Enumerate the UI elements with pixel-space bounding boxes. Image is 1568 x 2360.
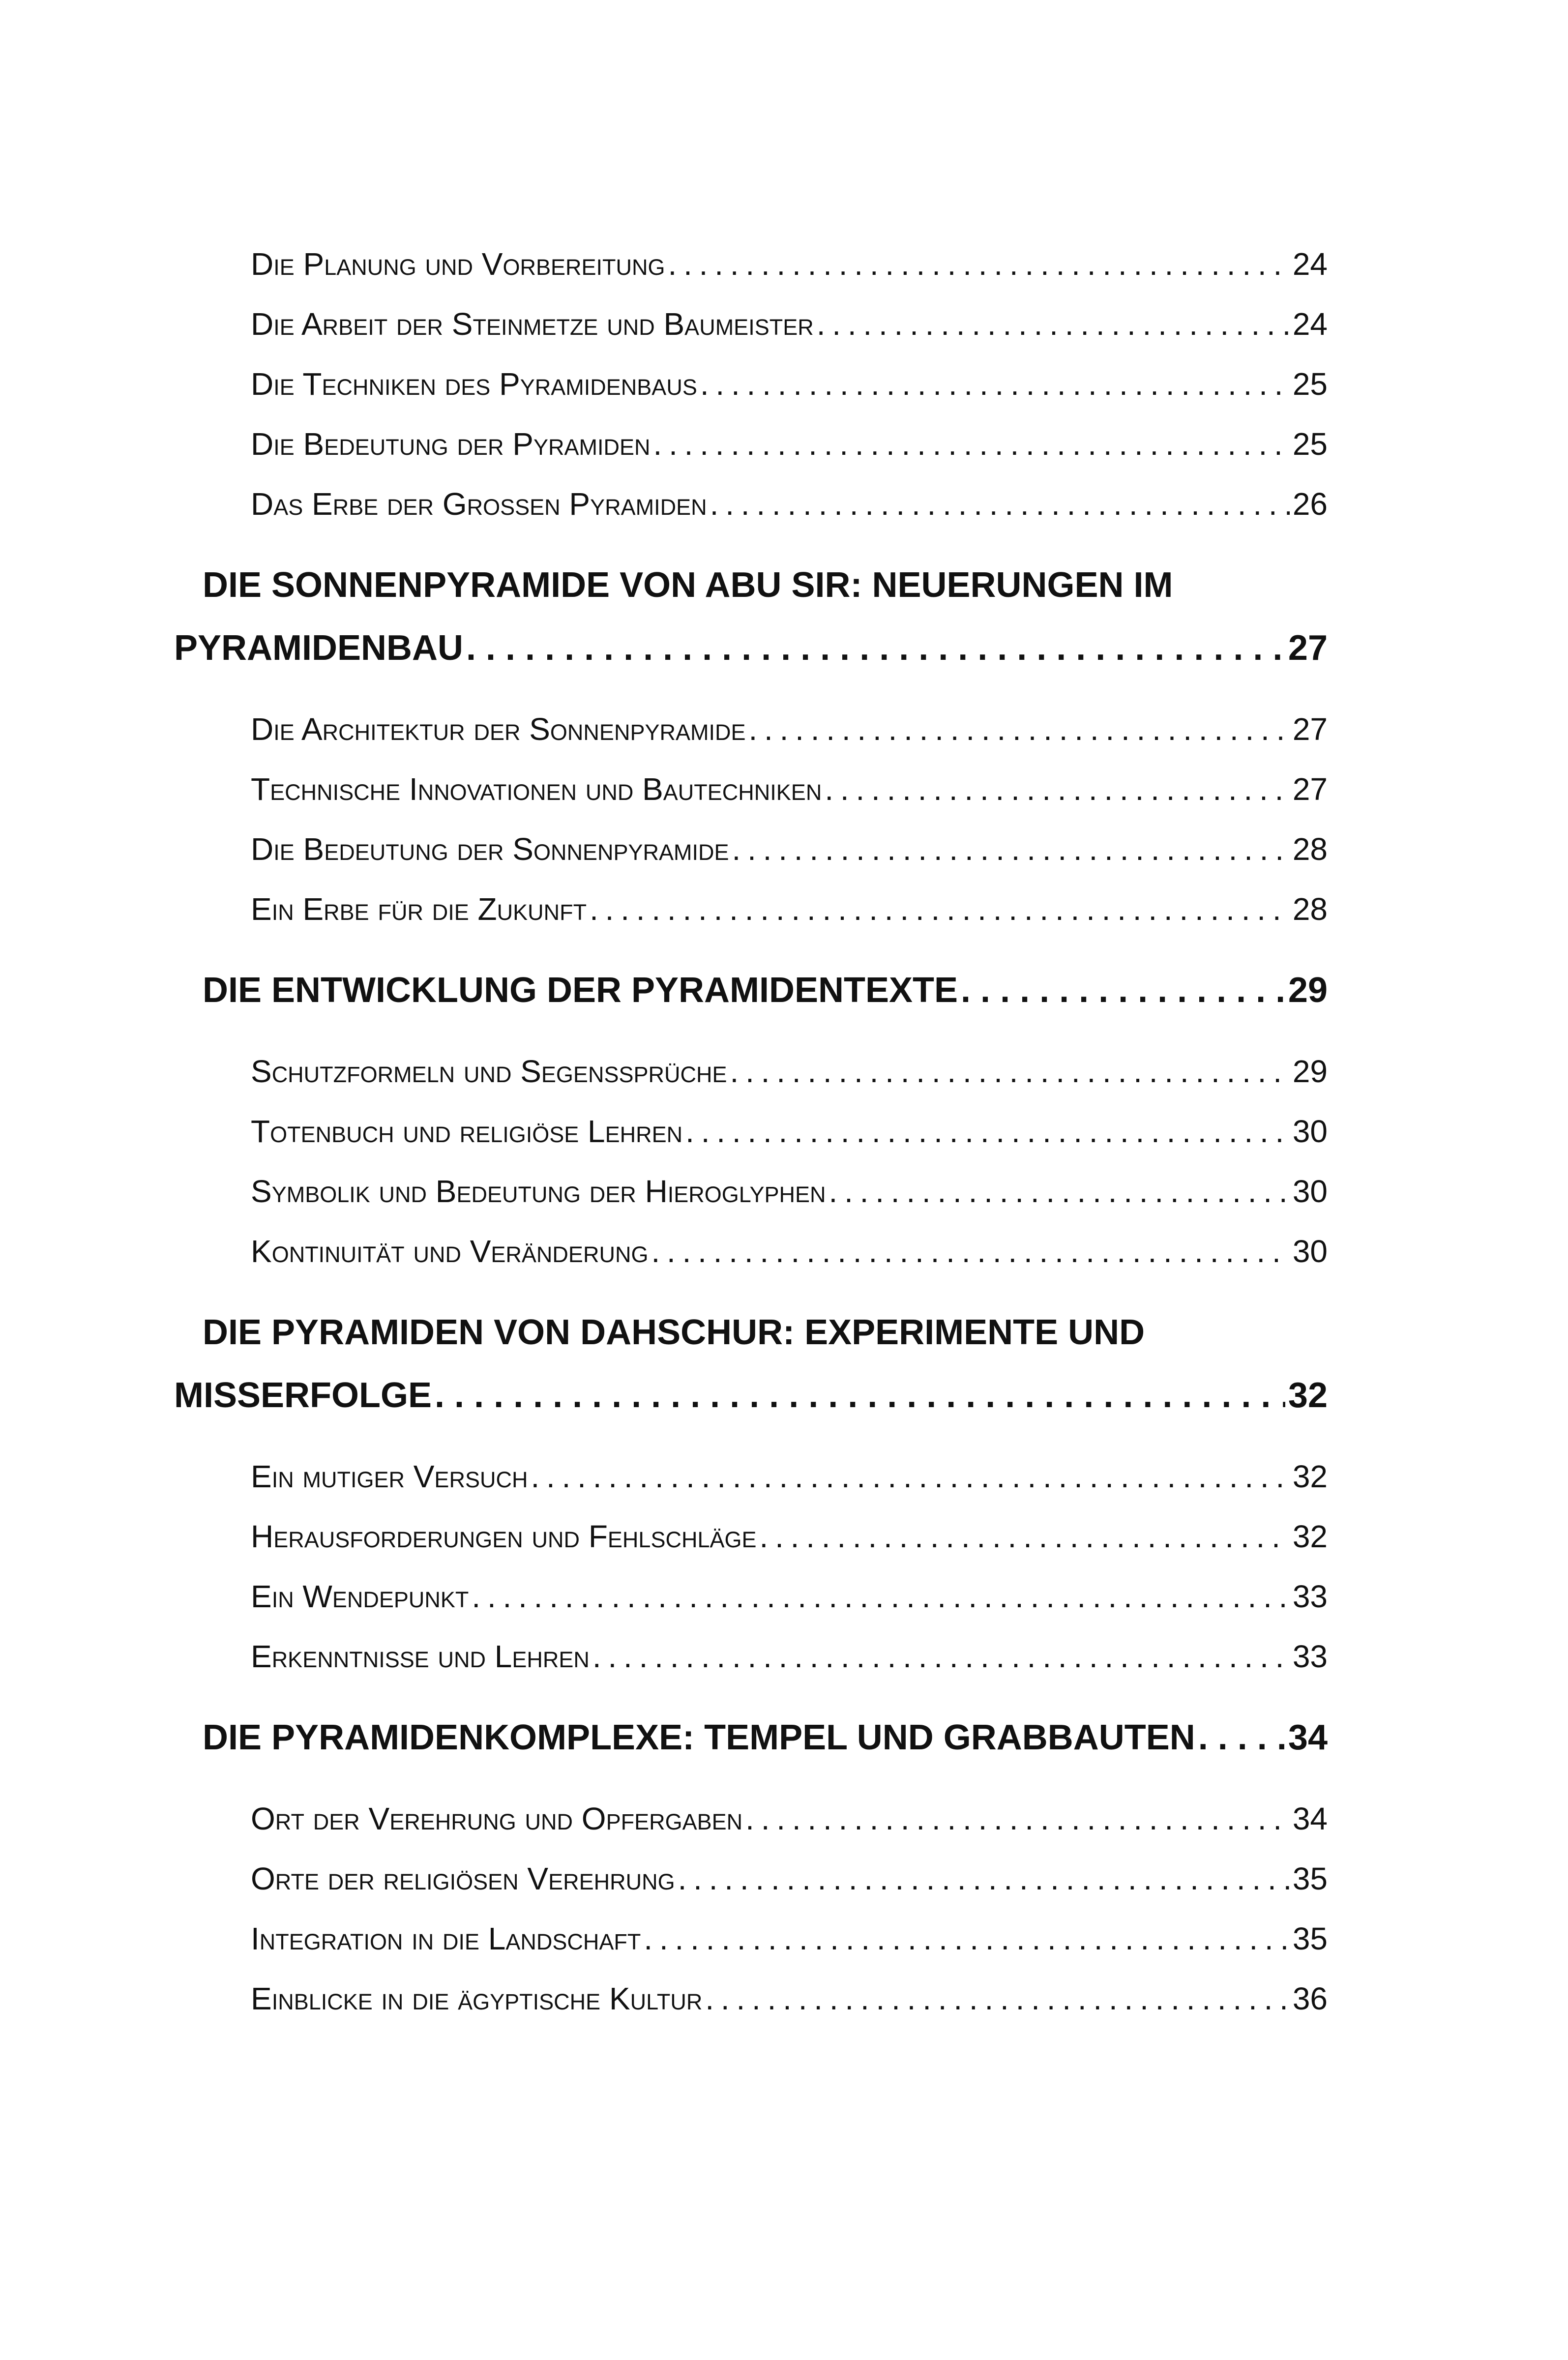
dot-leader: [748, 699, 1289, 759]
toc-chapter[interactable]: [174, 554, 1328, 679]
toc-entry-page: 27: [1292, 711, 1328, 747]
dot-leader: [644, 1909, 1289, 1969]
toc-entry-title: Die Architektur der Sonnenpyramide: [251, 711, 746, 747]
dot-leader: [678, 1849, 1290, 1909]
toc-chapter-title-line2: MISSERFOLGE: [174, 1376, 432, 1415]
toc-entry-page: 30: [1292, 1114, 1328, 1149]
dot-leader: [592, 1626, 1290, 1686]
toc-entry[interactable]: [174, 1969, 1328, 2029]
toc-entry-title: Die Bedeutung der Pyramiden: [251, 426, 651, 462]
toc-entry-page: 28: [1292, 831, 1328, 867]
dot-leader: [817, 294, 1290, 354]
toc-entry[interactable]: [174, 1626, 1328, 1686]
toc-chapter-page: 27: [1288, 628, 1328, 668]
toc-entry-title: Ein Wendepunkt: [251, 1579, 469, 1614]
toc-entry[interactable]: [174, 414, 1328, 474]
toc-entry[interactable]: [174, 234, 1328, 294]
toc-chapter-title: DIE ENTWICKLUNG DER PYRAMIDENTEXTE: [203, 971, 958, 1010]
toc-entry[interactable]: [174, 1849, 1328, 1909]
toc-entry-page: 25: [1292, 426, 1328, 462]
toc-entry[interactable]: [174, 1101, 1328, 1161]
toc-chapter-title-line1: DIE SONNENPYRAMIDE VON ABU SIR: NEUERUNGEN IM: [203, 565, 1173, 605]
toc-chapter-page: 34: [1288, 1718, 1328, 1757]
toc-entry-title: Die Techniken des Pyramidenbaus: [251, 366, 697, 402]
toc-chapter[interactable]: [174, 1706, 1328, 1769]
toc-entry-page: 30: [1292, 1174, 1328, 1209]
toc-entry[interactable]: [174, 879, 1328, 939]
toc-entry-page: 34: [1292, 1801, 1328, 1836]
toc-entry[interactable]: [174, 759, 1328, 819]
toc-chapter[interactable]: [174, 959, 1328, 1022]
toc-entry-title: Ein Erbe für die Zukunft: [251, 891, 587, 927]
toc-entry-title: Orte der religiösen Verehrung: [251, 1861, 675, 1896]
toc-entry-page: 35: [1292, 1921, 1328, 1956]
toc-entry-page: 35: [1292, 1861, 1328, 1896]
toc-entry-page: 33: [1292, 1639, 1328, 1674]
toc-entry[interactable]: [174, 1446, 1328, 1506]
toc-entry-title: Integration in die Landschaft: [251, 1921, 641, 1956]
toc-entry-title: Technische Innovationen und Bautechniken: [251, 771, 822, 807]
toc-chapter-line: [174, 959, 1328, 1022]
toc-entry-title: Schutzformeln und Segenssprüche: [251, 1054, 727, 1089]
toc-entry-page: 24: [1292, 246, 1328, 282]
toc-entry[interactable]: [174, 819, 1328, 879]
toc-entry[interactable]: [174, 1041, 1328, 1101]
dot-leader: [685, 1101, 1290, 1161]
toc-entry-title: Einblicke in die ägyptische Kultur: [251, 1981, 703, 2016]
toc-entry[interactable]: [174, 294, 1328, 354]
toc-chapter[interactable]: [174, 1301, 1328, 1427]
dot-leader: [829, 1161, 1290, 1221]
toc-entry-title: Erkenntnisse und Lehren: [251, 1639, 590, 1674]
toc-entry-page: 36: [1292, 1981, 1328, 2016]
dot-leader: [472, 1566, 1289, 1626]
dot-leader: [531, 1446, 1289, 1506]
toc-entry[interactable]: [174, 1789, 1328, 1849]
dot-leader: [961, 959, 1285, 1022]
dot-leader: [590, 879, 1290, 939]
dot-leader: [651, 1221, 1289, 1281]
toc-entry[interactable]: [174, 474, 1328, 534]
dot-leader: [710, 474, 1290, 534]
toc-entry-title: Ort der Verehrung und Opfergaben: [251, 1801, 743, 1836]
toc-entry-title: Totenbuch und religiöse Lehren: [251, 1114, 683, 1149]
toc-chapter-page: 29: [1288, 971, 1328, 1010]
toc-entry-title: Symbolik und Bedeutung der Hieroglyphen: [251, 1174, 826, 1209]
toc-entry-page: 29: [1292, 1054, 1328, 1089]
dot-leader: [668, 234, 1290, 294]
toc-entry-title: Kontinuität und Veränderung: [251, 1234, 649, 1269]
toc-entry[interactable]: [174, 1566, 1328, 1626]
toc-entry-title: Das Erbe der Großen Pyramiden: [251, 486, 707, 522]
toc-entry-page: 30: [1292, 1234, 1328, 1269]
dot-leader: [466, 617, 1285, 679]
toc-entry[interactable]: [174, 699, 1328, 759]
toc-entry[interactable]: [174, 1221, 1328, 1281]
toc-chapter-page: 32: [1288, 1376, 1328, 1415]
toc-entry-title: Die Bedeutung der Sonnenpyramide: [251, 831, 729, 867]
table-of-contents: [174, 234, 1328, 2029]
toc-entry-page: 25: [1292, 366, 1328, 402]
toc-entry-page: 33: [1292, 1579, 1328, 1614]
toc-entry-page: 32: [1292, 1459, 1328, 1494]
dot-leader: [732, 819, 1290, 879]
toc-chapter-title-line1: DIE PYRAMIDEN VON DAHSCHUR: EXPERIMENTE UND: [203, 1313, 1145, 1352]
dot-leader: [705, 1969, 1289, 2029]
dot-leader: [760, 1506, 1290, 1566]
dot-leader: [435, 1364, 1285, 1427]
toc-entry[interactable]: [174, 354, 1328, 414]
dot-leader: [700, 354, 1290, 414]
toc-entry-title: Herausforderungen und Fehlschläge: [251, 1519, 757, 1554]
toc-entry-page: 24: [1292, 306, 1328, 342]
toc-chapter-line: [174, 1706, 1328, 1769]
dot-leader: [825, 759, 1289, 819]
toc-entry-title: Ein mutiger Versuch: [251, 1459, 528, 1494]
toc-chapter-title: DIE PYRAMIDENKOMPLEXE: TEMPEL UND GRABBAUTEN: [203, 1718, 1195, 1757]
toc-entry-page: 26: [1292, 486, 1328, 522]
toc-entry-title: Die Planung und Vorbereitung: [251, 246, 665, 282]
dot-leader: [730, 1041, 1290, 1101]
toc-entry-page: 27: [1292, 771, 1328, 807]
toc-entry-page: 32: [1292, 1519, 1328, 1554]
toc-chapter-line2: [174, 617, 1328, 679]
toc-chapter-line2: [174, 1364, 1328, 1427]
toc-entry[interactable]: [174, 1909, 1328, 1969]
toc-entry[interactable]: [174, 1506, 1328, 1566]
toc-entry-title: Die Arbeit der Steinmetze und Baumeister: [251, 306, 814, 342]
dot-leader: [745, 1789, 1290, 1849]
toc-entry[interactable]: [174, 1161, 1328, 1221]
dot-leader: [653, 414, 1290, 474]
toc-entry-page: 28: [1292, 891, 1328, 927]
dot-leader: [1198, 1706, 1285, 1769]
toc-chapter-title-line2: PYRAMIDENBAU: [174, 628, 464, 668]
